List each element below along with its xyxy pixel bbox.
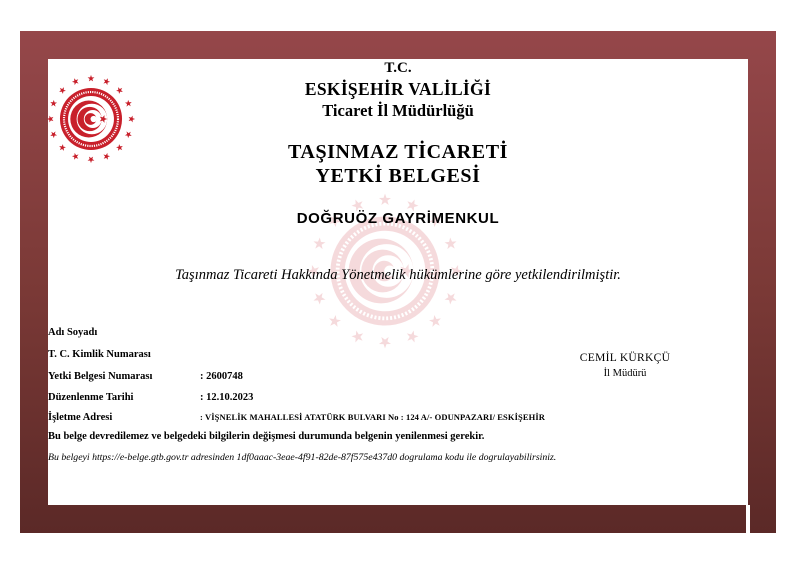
government-header [48,58,748,122]
signature-block [553,352,697,379]
field-label: T. C. Kimlik Numarası [48,349,151,360]
field-row-business-address [48,412,708,423]
field-label: İşletme Adresi [48,412,113,423]
verification-note: Bu belgeyi https://e-belge.gtb.gov.tr adresinden 1df0aaac-3eae-4f91-82de-87f575e437d0 dogrulama kodu ile dogrulayabilirsiniz. [48,452,557,463]
field-value: : 2600748 [200,371,243,382]
authorization-statement: Taşınmaz Ticareti Hakkında Yönetmelik hükümlerine göre yetkilendirilmiştir. [175,267,621,283]
directorate-name: Ticaret İl Müdürlüğü [322,101,474,120]
field-value: : 12.10.2023 [200,392,254,403]
non-transferability-note: Bu belge devredilemez ve belgedeki bilgilerin değişmesi durumunda belgenin yenilenmesi gerekir. [48,431,485,442]
field-value: : VİŞNELİK MAHALLESİ ATATÜRK BULVARI No : 124 A/- ODUNPAZARI/ ESKİŞEHİR [200,412,545,422]
signatory-title: İl Müdürü [603,368,647,379]
republic-abbreviation: T.C. [384,60,412,76]
document-title-line2: YETKİ BELGESİ [315,165,481,187]
field-row-full-name [48,327,708,338]
field-label: Yetki Belgesi Numarası [48,371,153,382]
frame-corner-joint [746,505,750,533]
signatory-name: CEMİL KÜRKÇÜ [579,352,671,364]
company-name: DOĞRUÖZ GAYRİMENKUL [296,210,500,227]
field-row-issue-date [48,392,708,403]
governorship-name: ESKİŞEHİR VALİLİĞİ [304,79,492,99]
document-title [48,140,748,188]
field-label: Düzenlenme Tarihi [48,392,134,403]
document-title-line1: TAŞINMAZ TİCARETİ [287,141,509,163]
field-label: Adı Soyadı [48,327,98,338]
